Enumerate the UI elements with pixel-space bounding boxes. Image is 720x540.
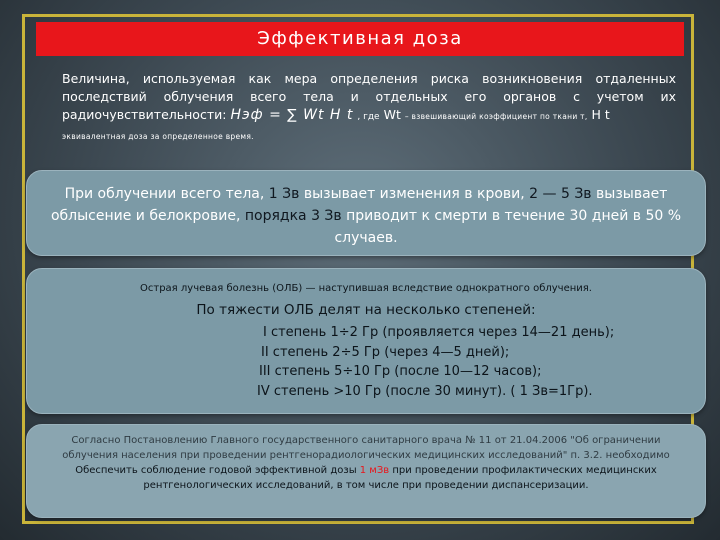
slide-title: Эффективная доза — [36, 22, 684, 56]
regulation-requirement — [45, 463, 687, 493]
intro-main: Величина, используемая как мера определения риска возникновения отдаленных последствий облучения всего тела и отдельных его органов с учетом их радиочувствительности: — [62, 71, 676, 122]
text-segment-dark: порядка — [244, 208, 307, 224]
dose-1sv: 1 Зв — [268, 186, 300, 202]
ars-definition: Острая лучевая болезнь (ОЛБ) — наступившая вследствие однократного облучения. — [140, 283, 592, 294]
text-segment: приводит к смерти в течение 30 дней в 50 % случаев. — [334, 208, 682, 246]
ars-level-2: II степень 2÷5 Гр (через 4—5 дней); — [261, 344, 510, 360]
wt-symbol: Wt — [383, 107, 401, 122]
ht-symbol: Н t — [591, 107, 610, 122]
text-segment: вызывает облысение и белокровие, — [50, 186, 668, 224]
text-segment: Обеспечить соблюдение годовой эффективной дозы — [75, 465, 360, 476]
ars-severity-lead: По тяжести ОЛБ делят на несколько степеней: — [196, 302, 536, 318]
text-segment: При облучении всего тела, — [64, 186, 269, 202]
text-segment: вызывает изменения в крови, — [299, 186, 530, 202]
formula-where: , где — [357, 112, 380, 122]
ars-level-1: I степень 1÷2 Гр (проявляется через 14—21 день); — [263, 325, 615, 340]
dose-2-5sv: 2 — 5 Зв — [529, 186, 592, 202]
whole-body-exposure-box — [26, 170, 706, 256]
acute-radiation-sickness-box — [26, 268, 706, 414]
wt-description: – взвешивающий коэффициент по ткани т, — [404, 112, 588, 121]
dose-3sv: 3 Зв — [306, 208, 342, 224]
regulation-reference: Согласно Постановлению Главного государственного санитарного врача № 11 от 21.04.2006 "Об ограничении облучения населения при проведении рентгенорадиологических медицинских исследований" п. 3.2. необходимо — [62, 435, 670, 461]
whole-body-exposure-text — [45, 183, 687, 249]
text-segment: при проведении профилактических медицинских рентгенологических исследований, в том числе при проведении диспансеризации. — [143, 465, 657, 491]
intro-text — [62, 70, 676, 146]
ars-level-3: III степень 5÷10 Гр (после 10—12 часов); — [259, 364, 542, 379]
effective-dose-formula: Нэф = ∑ Wt Н t — [230, 107, 354, 123]
ht-description: эквивалентная доза за определенное время. — [62, 132, 254, 141]
annual-dose-limit: 1 мЗв — [359, 465, 390, 476]
ars-level-4: IV степень >10 Гр (после 30 минут). ( 1 Зв=1Гр). — [257, 383, 593, 399]
regulation-box — [26, 424, 706, 518]
